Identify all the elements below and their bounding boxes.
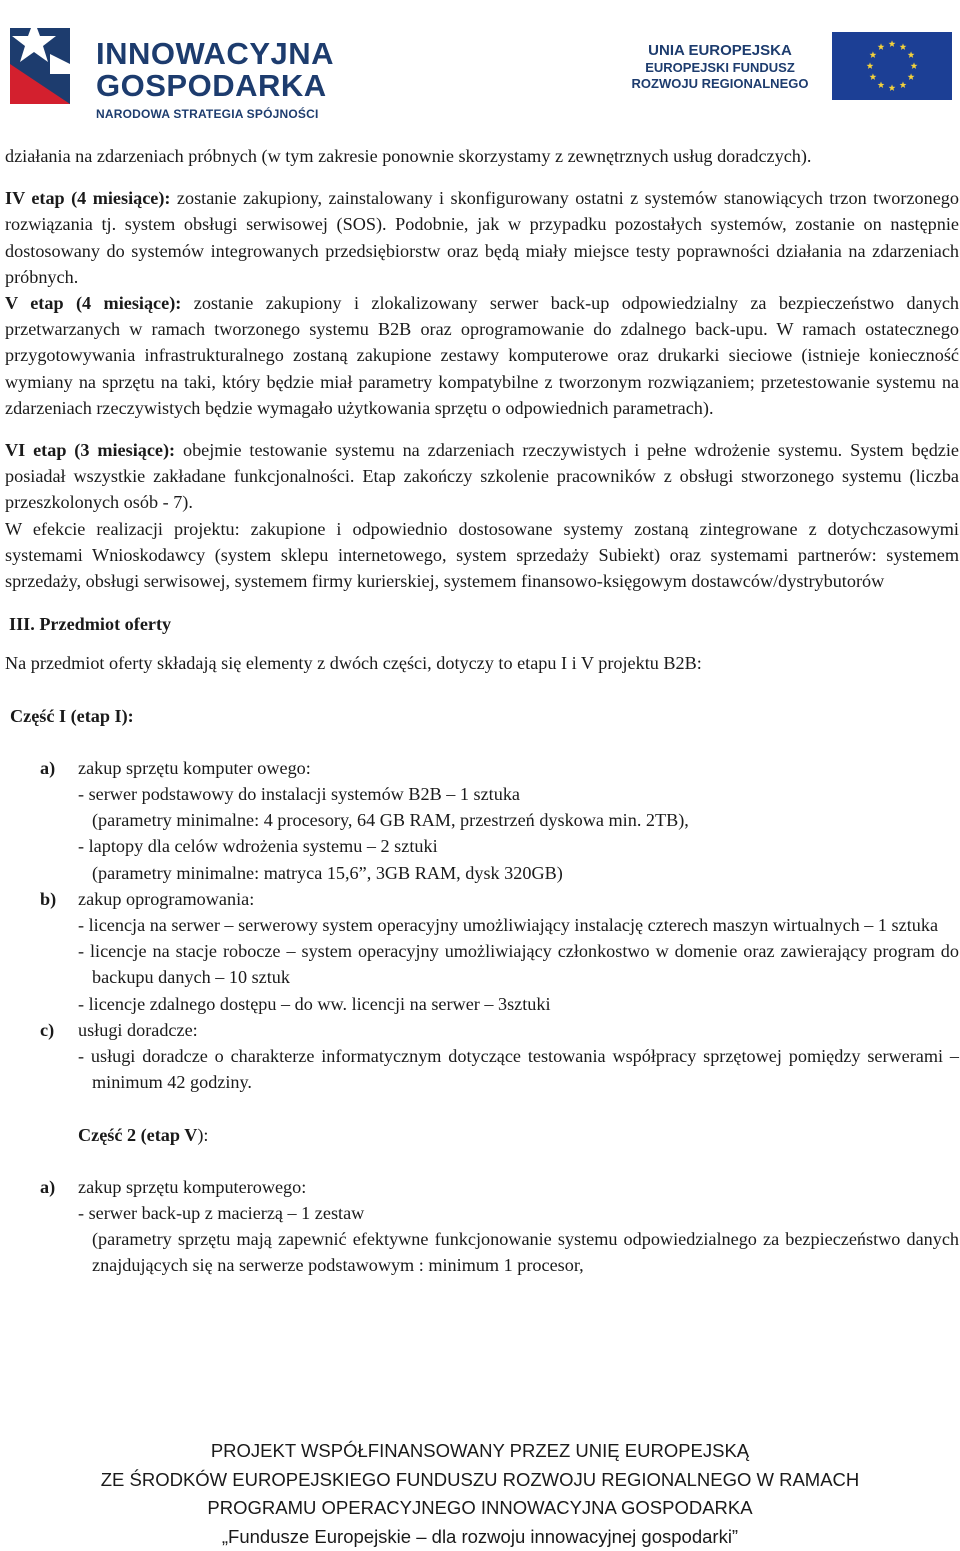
ig-emblem-icon	[4, 16, 94, 112]
page-header	[0, 0, 960, 125]
document-body	[5, 143, 959, 1279]
part-1-title	[5, 703, 959, 729]
stage-6-text: obejmie testowanie systemu na zdarzeniach rzeczywistych i pełne wdrożenie systemu. System będzie posiadał wszystkie zakładane funkcjonalności. Etap zakończy szkolenie pracowników z obsługi stworzonego systemu (liczba przeszkolonych osób - 7).	[5, 440, 959, 512]
list-item-title: zakup oprogramowania:	[78, 886, 959, 912]
ig-logo-line3: NARODOWA STRATEGIA SPÓJNOŚCI	[96, 107, 334, 121]
list-item-line: - usługi doradcze o charakterze informatycznym dotyczące testowania współpracy sprzętowej pomiędzy serwerami – minimum 42 godziny.	[78, 1043, 959, 1095]
paragraph-effects: W efekcie realizacji projektu: zakupione i odpowiednio dostosowane systemy zostaną zintegrowane z dotychczasowymi systemami Wnioskodawcy (system sklepu internetowego, system sprzedaży Subiekt) oraz systemami partnerów: systemem sprzedaży, obsługi serwisowej, systemem firmy kurierskiej, systemem finansowo-księgowym dostawców/dystrybutorów	[5, 516, 959, 595]
list-item-line: - licencja na serwer – serwerowy system operacyjny umożliwiający instalację czterech maszyn wirtualnych – 1 sztuka	[78, 912, 959, 938]
stage-5-title: V etap (4 miesiące):	[5, 293, 181, 313]
footer-line4: „Fundusze Europejskie – dla rozwoju innowacyjnej gospodarki”	[0, 1523, 960, 1551]
list-item-body	[78, 755, 959, 886]
ig-logo-text	[96, 38, 334, 121]
eu-logo-line3: ROZWOJU REGIONALNEGO	[620, 76, 820, 92]
list-item-line: - serwer back-up z macierzą – 1 zestaw	[78, 1200, 959, 1226]
ig-logo-line2: GOSPODARKA	[96, 70, 334, 102]
list-item-label: c)	[5, 1017, 78, 1096]
list-item	[5, 755, 959, 886]
stage-5-text: zostanie zakupiony i zlokalizowany serwer back-up odpowiedzialny za bezpieczeństwo danych przetwarzanych w ramach tworzonego systemu B2B oraz oprogramowanie do zdalnego back-upu. W ramach ostatecznego przygotowywania infrastrukturalnego zostaną zakupione zestawy komputerowe oraz drukarki sieciowe (istnieje konieczność wymiany na sprzętu na taki, który będzie miał parametry kompatybilne z tworzonym rozwiązaniem; przetestowanie systemu na zdarzeniach rzeczywistych będzie wymagało użytkowania sprzętu o odpowiednich parametrach).	[5, 293, 959, 418]
list-item-label: b)	[5, 886, 78, 1017]
paragraph-stage-5	[5, 290, 959, 421]
list-item-title: zakup sprzętu komputer owego:	[78, 755, 959, 781]
eu-logo-text	[620, 42, 820, 92]
list-item-line: - laptopy dla celów wdrożenia systemu – 2 sztuki	[78, 833, 959, 859]
paragraph-1: działania na zdarzeniach próbnych (w tym zakresie ponownie skorzystamy z zewnętrznych usług doradczych).	[5, 143, 959, 169]
part-1-title-text: Część I (etap I):	[10, 706, 134, 726]
list-item-label: a)	[5, 755, 78, 886]
section-3-title-text: III. Przedmiot oferty	[9, 614, 171, 634]
offer-intro: Na przedmiot oferty składają się elementy z dwóch części, dotyczy to etapu I i V projektu B2B:	[5, 650, 959, 676]
list-item-line: (parametry sprzętu mają zapewnić efektywne funkcjonowanie systemu odpowiedzialnego za bezpieczeństwo danych znajdujących się na serwerze podstawowym : minimum 1 procesor,	[78, 1226, 959, 1278]
stage-6-title: VI etap (3 miesiące):	[5, 440, 175, 460]
part-2-title-bold: Część 2 (etap V	[78, 1125, 197, 1145]
list-item-line: - licencje zdalnego dostępu – do ww. licencji na serwer – 3sztuki	[78, 991, 959, 1017]
part-2-title	[5, 1122, 959, 1148]
eu-logo	[614, 32, 954, 102]
eu-logo-line1: UNIA EUROPEJSKA	[620, 42, 820, 60]
list-item-line: - serwer podstawowy do instalacji systemów B2B – 1 sztuka	[78, 781, 959, 807]
part-1-list	[5, 755, 959, 1096]
list-item	[5, 886, 959, 1017]
list-item-body	[78, 886, 959, 1017]
list-item-body	[78, 1174, 959, 1279]
list-item-line: - licencje na stacje robocze – system operacyjny umożliwiający członkostwo w domenie oraz zawierający program do backupu danych – 10 sztuk	[78, 938, 959, 990]
footer-line2: ZE ŚRODKÓW EUROPEJSKIEGO FUNDUSZU ROZWOJU REGIONALNEGO W RAMACH	[0, 1466, 960, 1495]
part-2-title-rest: ):	[197, 1125, 208, 1145]
list-item-line: (parametry minimalne: 4 procesory, 64 GB RAM, przestrzeń dyskowa min. 2TB),	[78, 807, 959, 833]
list-item	[5, 1017, 959, 1096]
innowacyjna-gospodarka-logo	[4, 16, 344, 112]
list-item-title: zakup sprzętu komputerowego:	[78, 1174, 959, 1200]
footer-line1: PROJEKT WSPÓŁFINANSOWANY PRZEZ UNIĘ EUROPEJSKĄ	[0, 1437, 960, 1466]
list-item-body	[78, 1017, 959, 1096]
list-item-line: (parametry minimalne: matryca 15,6”, 3GB RAM, dysk 320GB)	[78, 860, 959, 886]
list-item-title: usługi doradcze:	[78, 1017, 959, 1043]
ig-logo-line1: INNOWACYJNA	[96, 38, 334, 70]
eu-flag-icon	[832, 32, 952, 100]
footer-line3: PROGRAMU OPERACYJNEGO INNOWACYJNA GOSPODARKA	[0, 1494, 960, 1523]
section-3-title	[5, 611, 959, 637]
paragraph-stage-6	[5, 437, 959, 516]
eu-logo-line2: EUROPEJSKI FUNDUSZ	[620, 60, 820, 76]
list-item	[5, 1174, 959, 1279]
paragraph-stage-4	[5, 185, 959, 290]
page-footer	[0, 1437, 960, 1551]
part-2-list	[5, 1174, 959, 1279]
stage-4-title: IV etap (4 miesiące):	[5, 188, 170, 208]
list-item-label: a)	[5, 1174, 78, 1279]
stage-4-text: zostanie zakupiony, zainstalowany i skonfigurowany ostatni z systemów stanowiących trzon tworzonego rozwiązania tj. system obsługi serwisowej (SOS). Podobnie, jak w przypadku pozostałych systemów, zostanie on następnie dostosowany do systemów integrowanych przedsiębiorstw oraz będą miały miejsce testy poprawności działania na zdarzeniach próbnych.	[5, 188, 959, 287]
